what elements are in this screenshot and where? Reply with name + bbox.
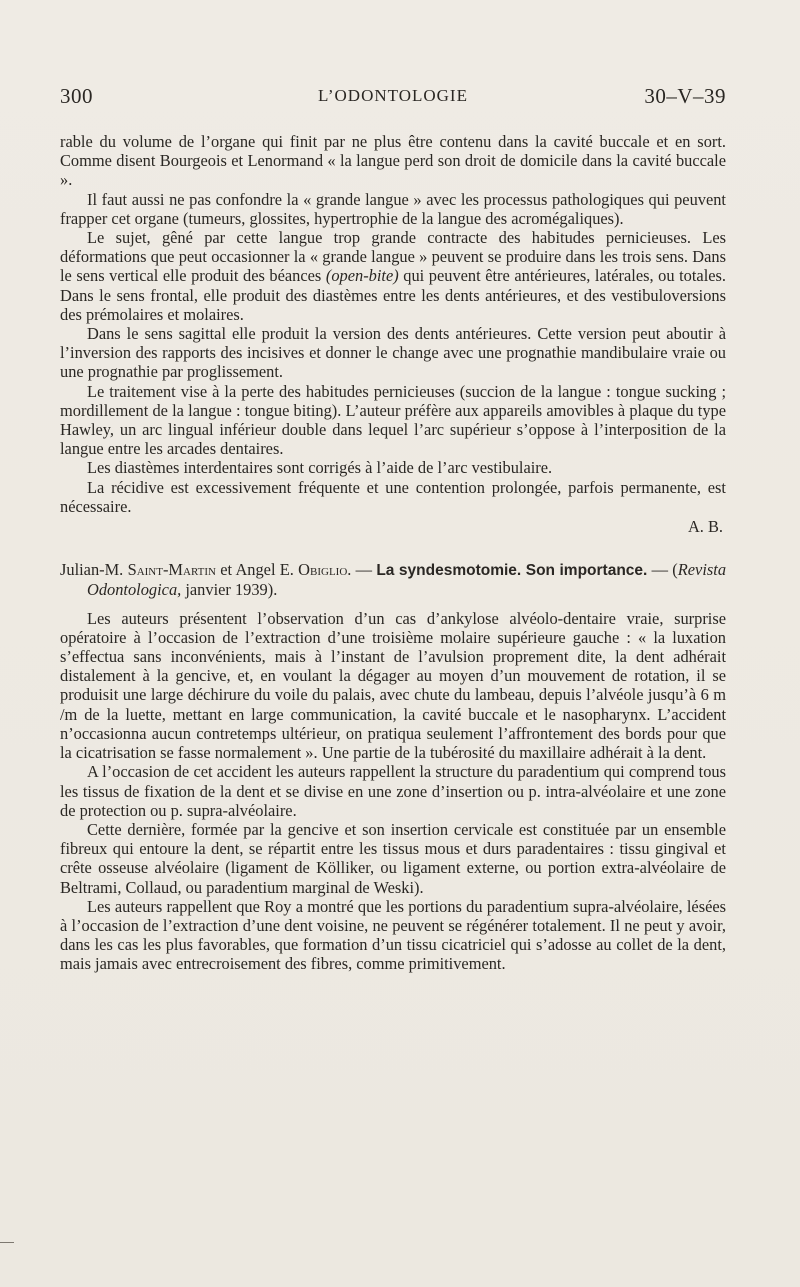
reference-dash-2: — (: [647, 560, 678, 580]
text-body: [60, 132, 726, 974]
issue-date: 30–V–39: [644, 84, 726, 108]
source-date: janvier 1939).: [181, 580, 278, 600]
article-paragraph-1-end: de la luette, mettant en large communication, la cavité buccale et le nasopharynx. L’accident n’occasionna aucun contretemps ultérieur, on pratiqua seulement l’affrontement des bords pour que la cicatrisation se fasse normalement ». Une partie de la tubérosité du maxillaire adhérait à la dent.: [60, 704, 726, 763]
paragraph-6: Les diastèmes interdentaires sont corrigés à l’aide de l’arc vestibulaire.: [87, 458, 553, 478]
author-1-last: Saint-Martin: [127, 560, 216, 580]
article-paragraph-3: Cette dernière, formée par la gencive et son insertion cervicale est constituée par un ensemble fibreux qui entoure la dent, se répartit entre les tissus mous et durs paradentaires : tissu gingival et crête osseuse alvéolaire (ligament de Kölliker, ou ligament externe, ou portion extra-alvéolaire de Beltrami, Collaud, ou paradentium marginal de Weski).: [60, 819, 726, 897]
paragraph-3-part-a: Le sujet, gêné par cette langue trop grande contracte des habitudes pernicieuses. Les déformations que peut occasionner la « grande langue » peuvent se produire dans les trois sens. Dans le sens vertical elle produit des béances: [60, 228, 726, 286]
paragraph-3: [60, 228, 726, 324]
page-number: 300: [60, 84, 93, 108]
open-bite-term: (open-bite): [325, 266, 399, 286]
reference-dash: . —: [347, 560, 377, 580]
article-reference: [60, 560, 726, 599]
article-paragraph-2: A l’occasion de cet accident les auteurs rappellent la structure du paradentium qui comprend tous les tissus de fixation de la dent et se divise en une zone d’insertion ou p. intra-alvéolaire et une zone de protection ou p. supra-alvéolaire.: [60, 762, 726, 820]
paragraph-2: Il faut aussi ne pas confondre la « grande langue » avec les processus pathologiques qui peuvent frapper cet organe (tumeurs, glossites, hypertrophie de la langue des acromégaliques).: [60, 189, 726, 228]
journal-title: L’ODONTOLOGIE: [318, 86, 468, 105]
author-1-first: Julian-M.: [60, 560, 128, 580]
paragraph-3-part-c: qui peuvent être antérieures, latérales, ou totales. Dans le sens frontal, elle produit des diastèmes entre les dents antérieures, et des vestibuloversions des prémolaires et molaires.: [60, 266, 726, 324]
unit-mm: m /m: [60, 685, 726, 724]
paragraph-1: rable du volume de l’organe qui finit par ne plus être contenu dans la cavité buccale et en sort. Comme disent Bourgeois et Lenormand « la langue perd son droit de domicile dans la cavité buccale ».: [60, 132, 726, 190]
article-paragraph-4: Les auteurs rappellent que Roy a montré que les portions du paradentium supra-alvéolaire, lésées à l’occasion de l’extraction d’une dent voisine, ne peuvent se régénérer totalement. Il ne peut y avoir, dans les cas les plus favorables, que formation d’un tissu cicatriciel qui s’adosse au collet de la dent, mais jamais avec entrecroisement des fibres, comme primitivement.: [60, 896, 726, 974]
margin-mark: [0, 1242, 14, 1243]
signature: A. B.: [687, 517, 723, 537]
author-2-last: Obiglio: [298, 560, 348, 580]
paragraph-5: Le traitement vise à la perte des habitudes pernicieuses (succion de la langue : tongue sucking ; mordillement de la langue : tongue biting). L’auteur préfère aux appareils amovibles à plaque du type Hawley, un arc lingual inférieur double dans lequel l’arc supérieur s’oppose à l’interposition de la langue entre les arcades dentaires.: [60, 381, 726, 459]
article-paragraph-1-text: Les auteurs présentent l’observation d’un cas d’ankylose alvéolo-dentaire vraie, surprise opératoire à l’occasion de l’extraction d’une troisième molaire supérieure gauche : « la luxation s’effectua sans inconvénients, mais à l’instant de l’avulsion proprement dite, la dent adhérait distalement à la gencive, et, en voulant la dégager au moyen d’un mouvement de rotation, il se produisit une large déchirure du voile du palais, avec chute du lambeau, depuis l’alvéole jusqu’à 6: [60, 608, 726, 705]
author-connector: et Angel E.: [215, 560, 299, 580]
source-journal: Revista Odontologica,: [87, 560, 727, 600]
paragraph-4: Dans le sens sagittal elle produit la version des dents antérieures. Cette version peut aboutir à l’inversion des rapports des incisives et donner le change avec une prognathie mandibulaire vraie ou une prognathie par proglissement.: [60, 324, 726, 382]
paragraph-7: La récidive est excessivement fréquente et une contention prolongée, parfois permanente, est nécessaire.: [60, 477, 726, 516]
article-title: La syndesmotomie. Son importance.: [376, 562, 648, 580]
page-header: [60, 84, 726, 110]
article-paragraph-1: [60, 609, 726, 763]
